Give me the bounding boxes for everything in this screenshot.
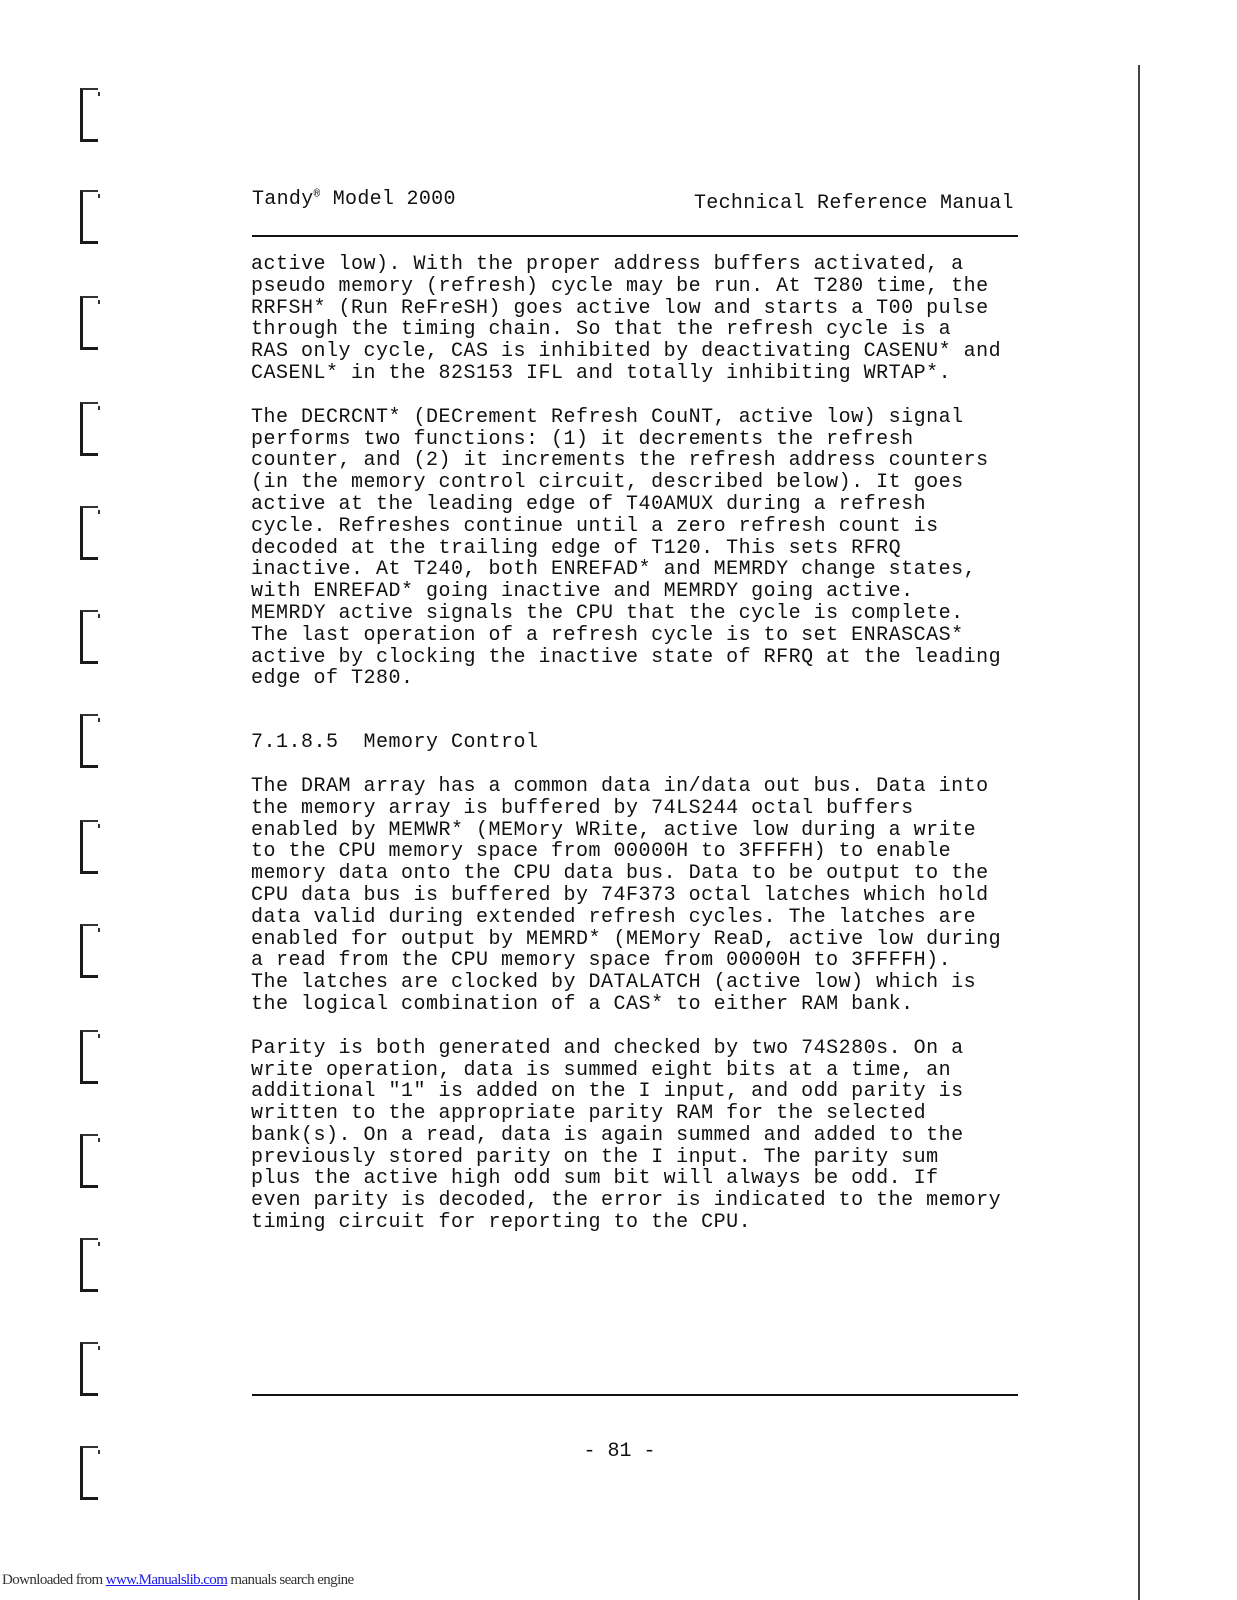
binder-mark: [80, 402, 98, 456]
binder-mark: [80, 610, 98, 664]
header-brand: Tandy: [252, 188, 314, 211]
binder-mark: [80, 924, 98, 978]
binder-mark: [80, 1342, 98, 1396]
section-heading: [251, 732, 1031, 754]
page-number-text: - 81 -: [583, 1440, 656, 1463]
footer-suffix: manuals search engine: [227, 1572, 354, 1588]
section-number: 7.1.8.5: [251, 731, 339, 755]
header-manual-title: Technical Reference Manual: [694, 192, 1014, 215]
binder-mark: [80, 190, 98, 244]
paragraph: The DECRCNT* (DECrement Refresh CouNT, active low) signal performs two functions: (1) it decrements the refresh counter, and (2) it increments the refresh address counters (in the memory control circuit, described below). It goes active at the leading edge of T40AMUX during a refresh cycle. Refreshes continue until a zero refresh count is decoded at the trailing edge of T120. This sets RFRQ inactive. At T240, both ENREFAD* and MEMRDY change states, with ENREFAD* going inactive and MEMRDY going active. MEMRDY active signals the CPU that the cycle is complete. The last operation of a refresh cycle is to set ENRASCAS* active by clocking the inactive state of RFRQ at the leading edge of T280.: [251, 405, 1002, 691]
binder-mark: [80, 296, 98, 350]
paragraph: active low). With the proper address buffers activated, a pseudo memory (refresh) cycle may be run. At T280 time, the RRFSH* (Run ReFreSH) goes active low and starts a T00 pulse through the timing chain. So that the refresh cycle is a RAS only cycle, CAS is inhibited by deactivating CASENU* and CASENL* in the 82S153 IFL and totally inhibiting WRTAP*.: [251, 253, 1002, 385]
binder-mark: [80, 1030, 98, 1084]
download-footer: [2, 1572, 354, 1589]
binder-mark: [80, 820, 98, 874]
paragraph: Parity is both generated and checked by two 74S280s. On a write operation, data is summed eight bits at a time, an additional "1" is added on the I input, and odd parity is written to the appropriate parity RAM for the selected bank(s). On a read, data is again summed and added to the previously stored parity on the I input. The parity sum plus the active high odd sum bit will always be odd. If even parity is decoded, the error is indicated to the memory timing circuit for reporting to the CPU.: [251, 1036, 1002, 1235]
page-number: [0, 1440, 1237, 1463]
binder-mark: [80, 714, 98, 768]
binder-mark: [80, 1134, 98, 1188]
body-text: [251, 254, 1031, 1256]
binder-mark: [80, 88, 98, 142]
page-edge-line: [1138, 65, 1140, 1600]
paragraph: The DRAM array has a common data in/data out bus. Data into the memory array is buffered by 74LS244 octal buffers enabled by MEMWR* (MEMory WRite, active low during a write to the CPU memory space from 00000H to 3FFFFH) to enable memory data onto the CPU data bus. Data to be output to the CPU data bus is buffered by 74F373 octal latches which hold data valid during extended refresh cycles. The latches are enabled for output by MEMRD* (MEMory ReaD, active low during a read from the CPU memory space from 00000H to 3FFFFH). The latches are clocked by DATALATCH (active low) which is the logical combination of a CAS* to either RAM bank.: [251, 774, 1002, 1016]
binder-mark: [80, 1238, 98, 1292]
binder-mark: [80, 506, 98, 560]
section-title: Memory Control: [363, 731, 539, 755]
footer-rule: [252, 1394, 1018, 1396]
registered-mark: ®: [313, 189, 321, 201]
footer-prefix: Downloaded from: [2, 1572, 106, 1588]
header-rule: [252, 235, 1018, 237]
manualslib-link[interactable]: www.Manualslib.com: [105, 1572, 228, 1588]
header-model: Model 2000: [320, 188, 456, 211]
header-product: [252, 188, 456, 211]
